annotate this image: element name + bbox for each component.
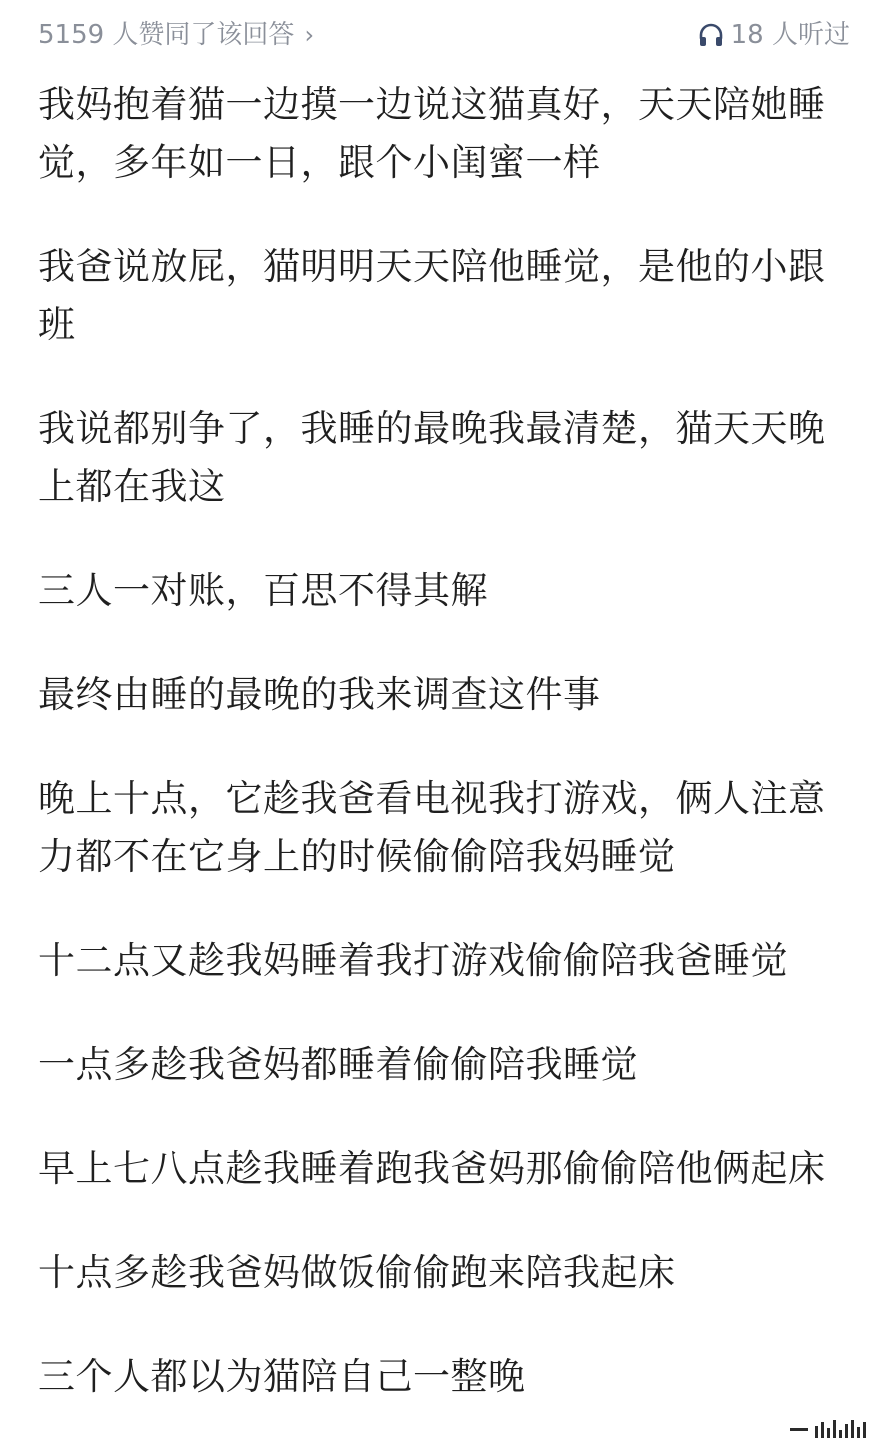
- watermark-bar: [863, 1422, 866, 1438]
- answer-paragraph: 我爸说放屁，猫明明天天陪他睡觉，是他的小跟班: [38, 245, 826, 346]
- watermark-bar: [815, 1426, 818, 1438]
- upvote-count-link[interactable]: [38, 18, 314, 52]
- listen-count-text: 18 人听过: [730, 20, 850, 50]
- answer-paragraph: 十点多趁我爸妈做饭偷偷跑来陪我起床: [38, 1251, 676, 1294]
- answer-meta-bar: [0, 0, 886, 70]
- answer-paragraph: 我说都别争了，我睡的最晚我最清楚，猫天天晚上都在我这: [38, 407, 826, 508]
- answer-paragraph: 三个人都以为猫陪自己一整晚: [38, 1355, 526, 1398]
- watermark-bar: [845, 1424, 848, 1438]
- watermark-bar: [821, 1422, 824, 1438]
- answer-paragraph: 最终由睡的最晚的我来调查这件事: [38, 673, 601, 716]
- headphones-icon: [697, 21, 725, 49]
- answer-paragraph: 十二点又趁我妈睡着我打游戏偷偷陪我爸睡觉: [38, 939, 788, 982]
- watermark-bar: [839, 1430, 842, 1438]
- watermark-bar: [827, 1428, 830, 1438]
- answer-paragraph: 三人一对账，百思不得其解: [38, 569, 488, 612]
- watermark-bar: [833, 1420, 836, 1438]
- chevron-right-icon: ›: [304, 21, 315, 49]
- watermark-bar: [851, 1420, 854, 1438]
- answer-paragraph: 我妈抱着猫一边摸一边说这猫真好，天天陪她睡觉，多年如一日，跟个小闺蜜一样: [38, 83, 826, 184]
- listen-count[interactable]: [697, 18, 850, 52]
- answer-paragraph: 早上七八点趁我睡着跑我爸妈那偷偷陪他俩起床: [38, 1147, 826, 1190]
- upvote-count-text: 5159 人赞同了该回答: [38, 20, 295, 50]
- answer-body: [38, 76, 852, 1406]
- watermark-dash: [790, 1428, 808, 1431]
- answer-paragraph: 一点多趁我爸妈都睡着偷偷陪我睡觉: [38, 1043, 638, 1086]
- watermark-bar: [857, 1427, 860, 1438]
- answer-paragraph: 晚上十点，它趁我爸看电视我打游戏，俩人注意力都不在它身上的时候偷偷陪我妈睡觉: [38, 777, 826, 878]
- watermark-logo: [790, 1420, 866, 1438]
